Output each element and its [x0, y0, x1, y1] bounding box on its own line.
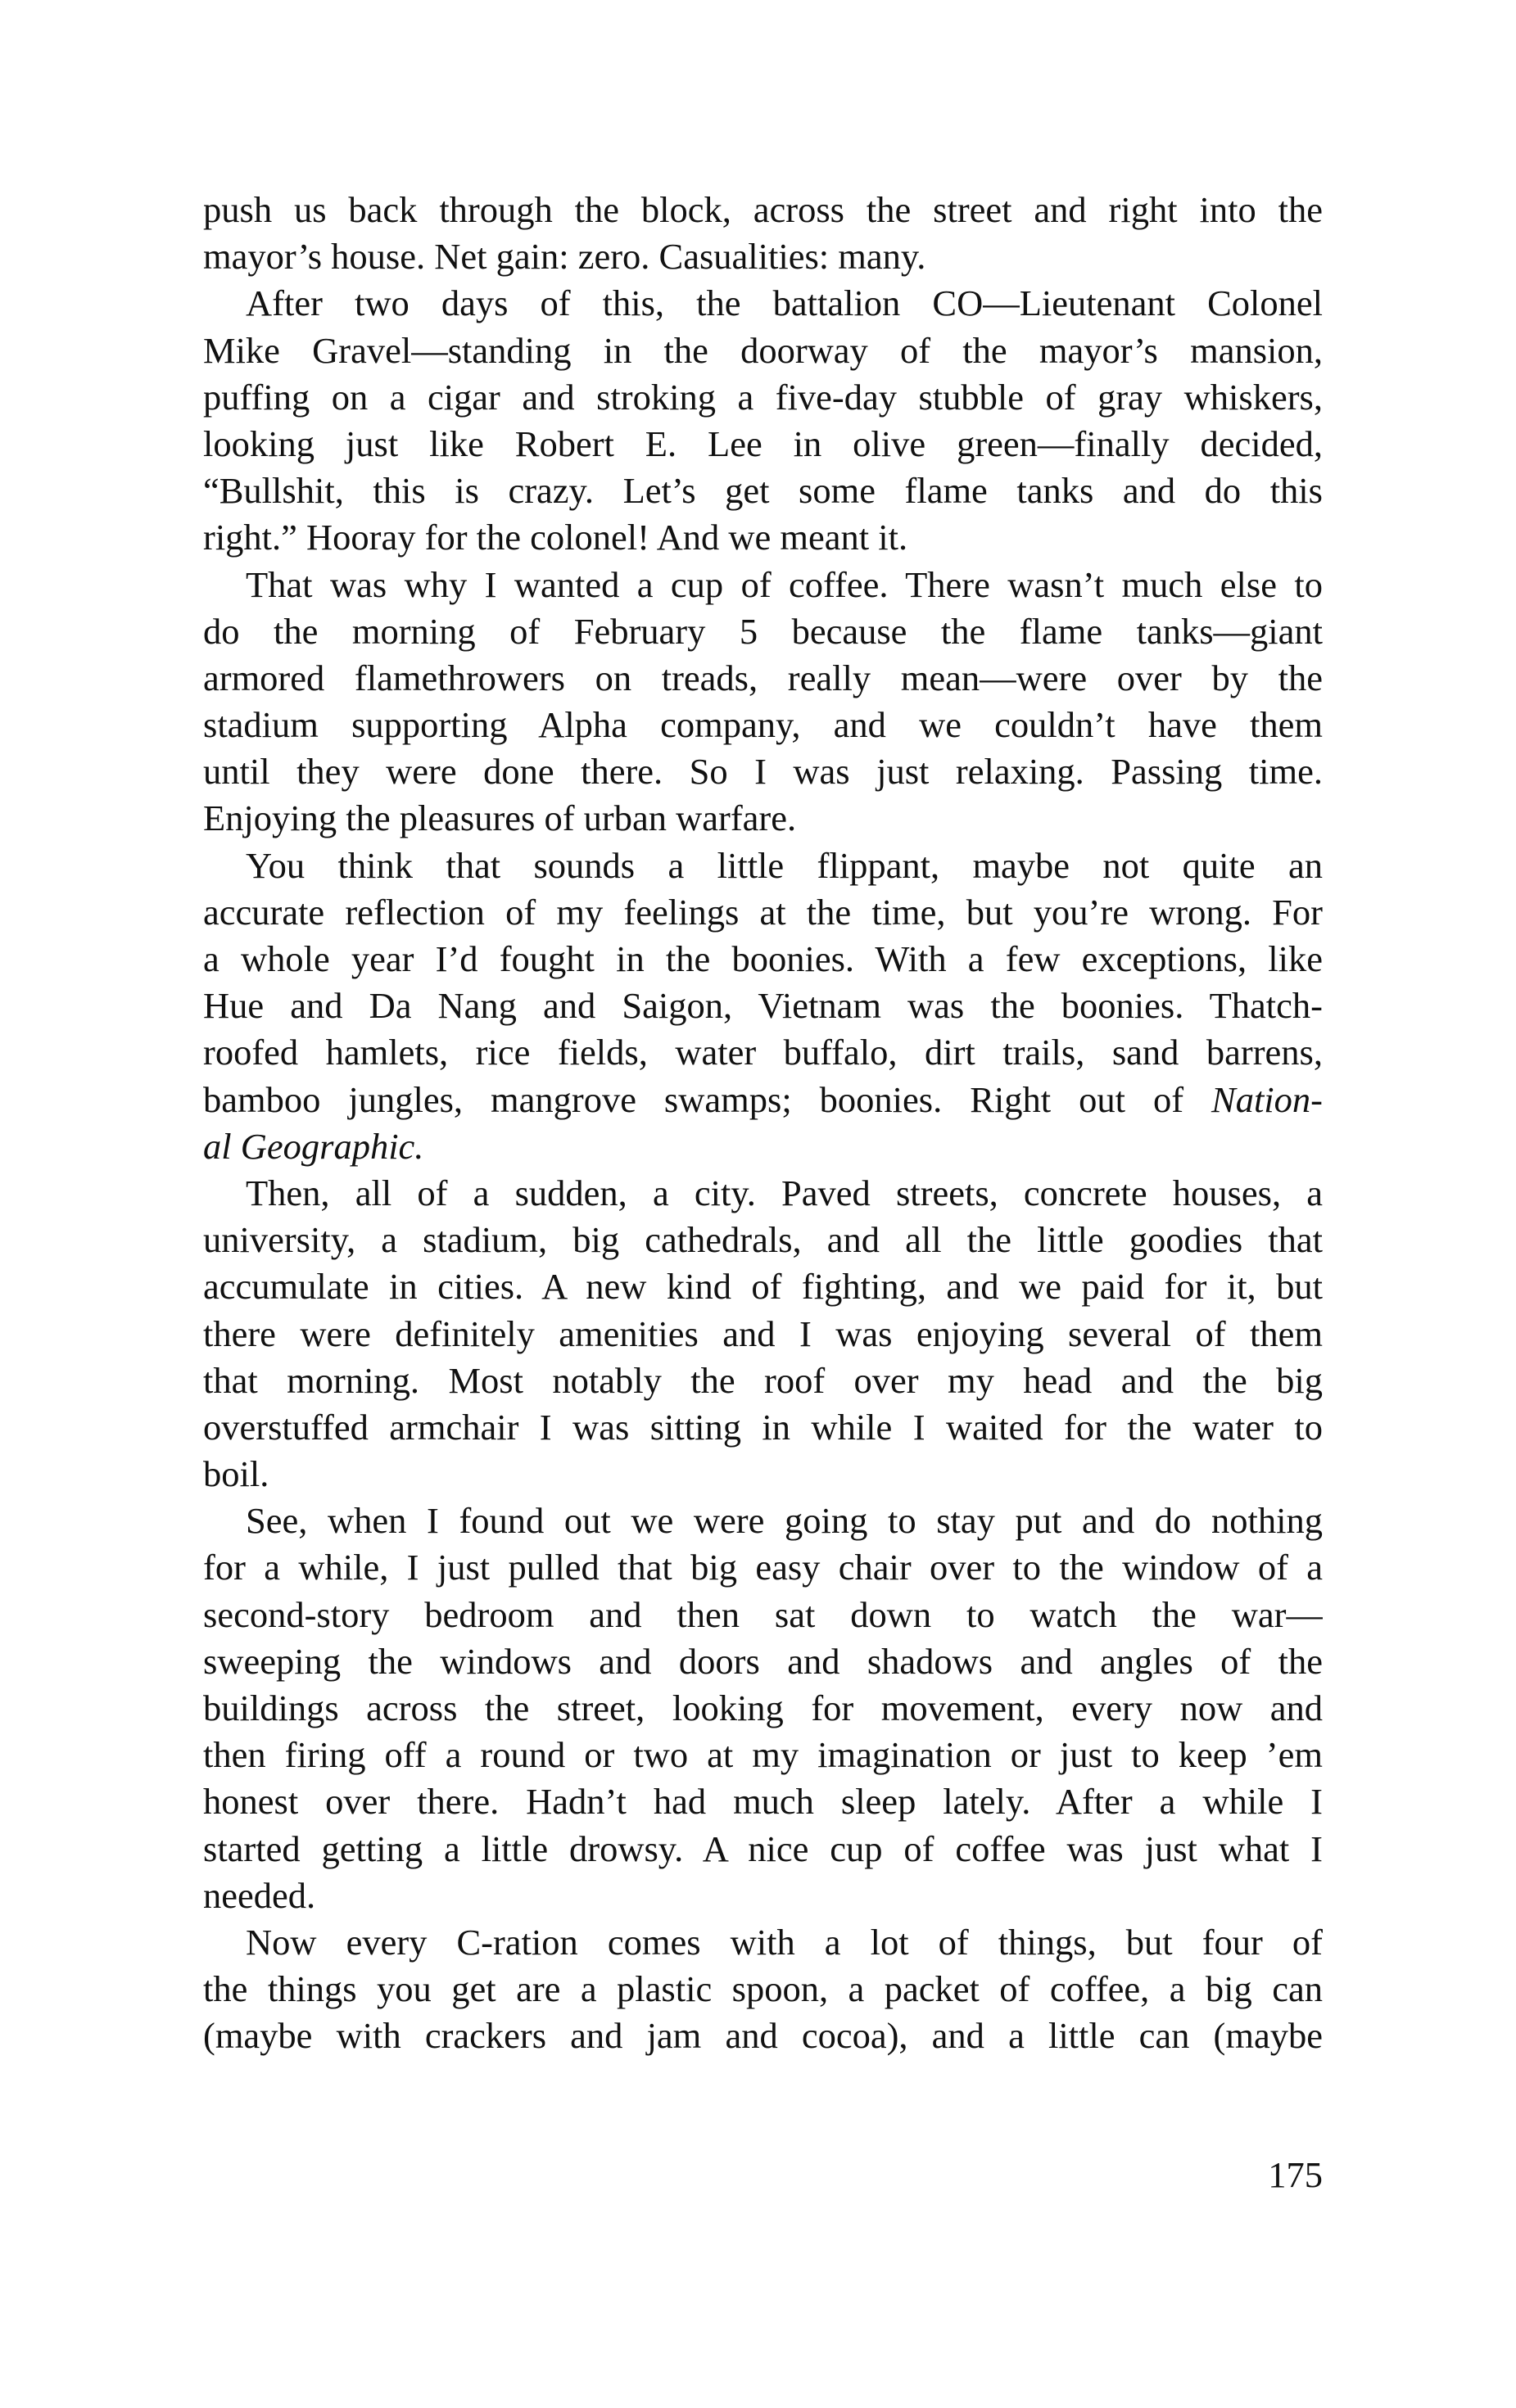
text-line [203, 795, 1323, 842]
text-line [203, 514, 1323, 561]
text-line [203, 280, 1323, 327]
text-line [203, 889, 1323, 936]
text-line [203, 748, 1323, 795]
text-line [203, 1217, 1323, 1263]
text-line-content: You think that sounds a little flippant, maybe not quite an [246, 844, 1323, 886]
text-line-content: armored flamethrowers on treads, really mean—were over by the [203, 657, 1323, 698]
text-line-content: mayor’s house. Net gain: zero. Casualities: many. [203, 236, 926, 278]
text-line-content: started getting a little drowsy. A nice cup of coffee was just what I [203, 1827, 1323, 1869]
text-line-content: Then, all of a sudden, a city. Paved streets, concrete houses, a [246, 1172, 1323, 1213]
text-line [203, 1966, 1323, 2013]
text-line-content: until they were done there. So I was just relaxing. Passing time. [203, 751, 1323, 793]
text-line-content: See, when I found out we were going to stay put and do nothing [246, 1500, 1323, 1542]
text-line [203, 187, 1323, 233]
text-line-content: bamboo jungles, mangrove swamps; boonies. Right out of [203, 1078, 1212, 1120]
text-line-content: roofed hamlets, rice fields, water buffalo, dirt trails, sand barrens, [203, 1032, 1323, 1073]
text-line [203, 1685, 1323, 1732]
text-line [203, 1919, 1323, 1966]
text-line-content: After two days of this, the battalion CO—Lieutenant Colonel [246, 282, 1323, 324]
text-line-content: overstuffed armchair I was sitting in while I waited for the water to [203, 1406, 1323, 1448]
text-line-content: that morning. Most notably the roof over my head and the big [203, 1359, 1323, 1401]
text-line [203, 702, 1323, 748]
text-line-content: a whole year I’d fought in the boonies. With a few exceptions, like [203, 938, 1323, 979]
text-line-content: push us back through the block, across the street and right into the [203, 189, 1323, 230]
text-line [203, 1873, 1323, 1919]
text-line [203, 233, 1323, 280]
text-line-content: accumulate in cities. A new kind of fighting, and we paid for it, but [203, 1266, 1323, 1308]
text-line [203, 562, 1323, 608]
text-line [203, 1592, 1323, 1638]
text-line [203, 655, 1323, 702]
text-line-content: buildings across the street, looking for movement, every now and [203, 1687, 1323, 1728]
text-line [203, 2013, 1323, 2059]
text-line [203, 1077, 1323, 1123]
text-line-content: Enjoying the pleasures of urban warfare. [203, 797, 797, 839]
text-line-content: university, a stadium, big cathedrals, and all the little goodies that [203, 1219, 1323, 1261]
text-line [203, 936, 1323, 983]
text-line [203, 421, 1323, 468]
text-line-content: for a while, I just pulled that big easy chair over to the window of a [203, 1547, 1323, 1588]
text-line [203, 1123, 1323, 1170]
text-line-content: honest over there. Hadn’t had much sleep lately. After a while I [203, 1781, 1323, 1823]
text-line-content: puffing on a cigar and stroking a five-day stubble of gray whiskers, [203, 376, 1323, 418]
text-line [203, 1778, 1323, 1825]
text-line [203, 1404, 1323, 1451]
text-line [203, 1029, 1323, 1076]
page-number: 175 [1268, 2154, 1323, 2195]
text-line-content: That was why I wanted a cup of coffee. There wasn’t much else to [246, 563, 1323, 605]
italic-title: al Geographic. [203, 1125, 424, 1167]
text-line-content: Now every C-ration comes with a lot of things, but four of [246, 1921, 1323, 1963]
text-line [203, 1544, 1323, 1591]
text-line-content: “Bullshit, this is crazy. Let’s get some flame tanks and do this [203, 470, 1323, 512]
text-line-content: do the morning of February 5 because the flame tanks—giant [203, 610, 1323, 652]
text-line-content: second-story bedroom and then sat down to watch the war— [203, 1593, 1323, 1635]
text-line-content: the things you get are a plastic spoon, a packet of coffee, a big can [203, 1968, 1323, 2010]
body-text [203, 187, 1323, 2060]
text-line [203, 1638, 1323, 1685]
text-line-content: Mike Gravel—standing in the doorway of the mayor’s mansion, [203, 329, 1323, 371]
text-line [203, 1826, 1323, 1873]
text-line-content: Hue and Da Nang and Saigon, Vietnam was the boonies. Thatch- [203, 985, 1323, 1027]
text-line-content: accurate reflection of my feelings at the time, but you’re wrong. For [203, 891, 1323, 933]
text-line [203, 1358, 1323, 1404]
text-line-content: sweeping the windows and doors and shadows and angles of the [203, 1640, 1323, 1682]
text-line-content: there were definitely amenities and I was enjoying several of them [203, 1312, 1323, 1354]
text-line [203, 1263, 1323, 1310]
italic-title: Nation- [1211, 1078, 1323, 1120]
text-line [203, 1732, 1323, 1778]
text-line [203, 374, 1323, 421]
text-line [203, 1451, 1323, 1498]
text-line [203, 328, 1323, 374]
text-line-content: (maybe with crackers and jam and cocoa), and a little can (maybe [203, 2015, 1323, 2057]
text-line [203, 1498, 1323, 1544]
text-line-content: boil. [203, 1453, 269, 1495]
text-line [203, 608, 1323, 655]
text-line-content: looking just like Robert E. Lee in olive green—finally decided, [203, 422, 1323, 464]
text-line-content: stadium supporting Alpha company, and we couldn’t have them [203, 704, 1323, 746]
text-line [203, 983, 1323, 1029]
text-line [203, 1170, 1323, 1217]
text-line [203, 843, 1323, 889]
text-line-content: needed. [203, 1874, 316, 1916]
text-line [203, 468, 1323, 514]
text-line-content: then firing off a round or two at my imagination or just to keep ’em [203, 1734, 1323, 1776]
text-line-content: right.” Hooray for the colonel! And we meant it. [203, 517, 908, 558]
text-line [203, 1311, 1323, 1358]
